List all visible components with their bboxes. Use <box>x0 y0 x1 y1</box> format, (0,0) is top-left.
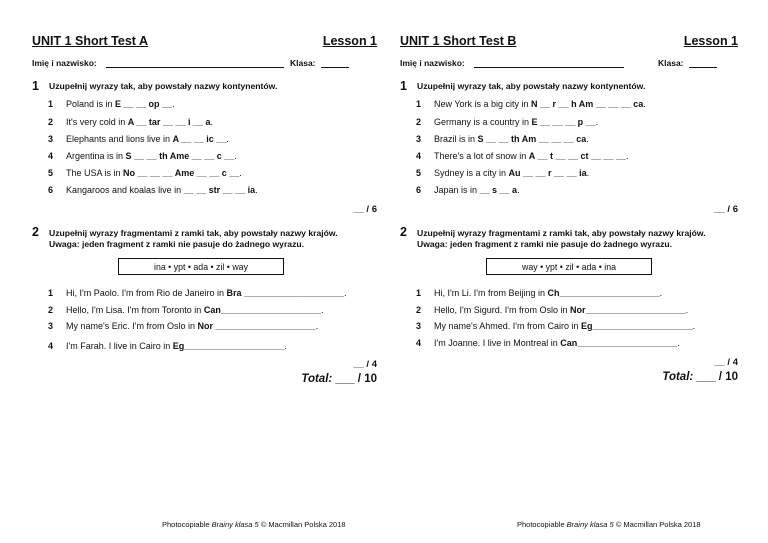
answer-gap[interactable]: No __ __ __ Ame __ __ c __ <box>123 168 240 178</box>
item-number: 6 <box>48 185 54 195</box>
exercise-score: __ / 6 <box>353 204 377 215</box>
header <box>400 34 738 50</box>
item-end: . <box>586 134 589 144</box>
item-number: 3 <box>416 321 422 331</box>
item-number: 1 <box>48 99 54 109</box>
item-number: 4 <box>48 151 54 161</box>
exercise-number: 1 <box>32 79 39 93</box>
footer-copyright: © Macmillan Polska 2018 <box>613 520 701 529</box>
answer-gap[interactable]: A __ t __ __ ct __ __ __ <box>528 151 626 161</box>
item-text: Germany is a country in <box>434 117 532 127</box>
answer-gap[interactable]: Can____________________ <box>203 305 321 315</box>
word-fragment-box: ina • ypt • ada • zil • way <box>118 258 284 275</box>
footer-text: Photocopiable <box>162 520 212 529</box>
item-text: I'm Farah. I live in Cairo in <box>66 341 173 351</box>
item-number: 3 <box>416 134 422 144</box>
item-end: . <box>315 321 319 331</box>
item-number: 4 <box>48 341 54 351</box>
item-text: Sydney is a city in <box>434 168 509 178</box>
item-number: 5 <box>416 168 422 178</box>
item-end: . <box>685 305 689 315</box>
total-score <box>301 373 377 385</box>
exercise-instruction: Uzupełnij wyrazy fragmentami z ramki tak, aby powstały nazwy krajów. <box>49 228 338 238</box>
item-text: It's very cold in <box>66 117 128 127</box>
item-number: 1 <box>416 288 422 298</box>
item-end: . <box>210 117 213 127</box>
item-number: 2 <box>416 117 422 127</box>
item-end: . <box>284 341 287 351</box>
footer <box>517 520 701 529</box>
exercise-instruction: Uzupełnij wyrazy fragmentami z ramki tak, aby powstały nazwy krajów. <box>417 228 706 238</box>
name-label: Imię i nazwisko: <box>400 58 465 68</box>
item-number: 2 <box>48 117 54 127</box>
student-info-row <box>32 58 377 70</box>
item-end: . <box>692 321 696 331</box>
item-end: . <box>643 99 646 109</box>
answer-gap[interactable]: Au __ __ r __ __ ia <box>508 168 587 178</box>
item-end: . <box>586 168 590 178</box>
word-fragment-box: way • ypt • zil • ada • ina <box>486 258 652 275</box>
item-text: Hi, I'm Paolo. I'm from Rio de Janeiro in <box>66 288 227 298</box>
item-text: I'm Joanne. I live in Montreal in <box>434 338 561 348</box>
item-text: Poland is in <box>66 99 116 109</box>
answer-gap[interactable]: Can____________________ <box>560 338 678 348</box>
item-number: 1 <box>48 288 54 298</box>
exercise-note: Uwaga: jeden fragment z ramki nie pasuje do żadnego wyrazu. <box>417 239 673 249</box>
item-text: There's a lot of snow in <box>434 151 529 161</box>
answer-gap[interactable]: Bra ____________________ <box>226 288 345 298</box>
item-text: Hello, I'm Sigurd. I'm from Oslo in <box>434 305 570 315</box>
answer-gap[interactable]: N __ r __ h Am __ __ __ ca <box>531 99 644 109</box>
item-text: Elephants and lions live in <box>66 134 173 144</box>
answer-gap[interactable]: Nor____________________ <box>569 305 686 315</box>
class-field[interactable] <box>321 67 349 68</box>
item-end: . <box>517 185 520 195</box>
item-end: . <box>677 338 680 348</box>
test-title: UNIT 1 Short Test B <box>400 34 517 48</box>
lesson-label: Lesson 1 <box>322 34 377 48</box>
item-number: 1 <box>416 99 422 109</box>
class-label: Klasa: <box>658 58 684 68</box>
exercise-number: 1 <box>400 79 407 93</box>
item-number: 6 <box>416 185 422 195</box>
item-end: . <box>226 134 229 144</box>
footer-series: Brainy klasa 5 <box>211 520 259 529</box>
name-field[interactable] <box>474 67 624 68</box>
total-value: ___ / 10 <box>696 371 738 383</box>
item-end: . <box>234 151 237 161</box>
item-text: Argentina is in <box>66 151 126 161</box>
answer-gap[interactable]: Eg____________________ <box>580 321 693 331</box>
answer-gap[interactable]: S __ __ th Ame __ __ c __ <box>125 151 235 161</box>
item-number: 4 <box>416 338 422 348</box>
exercise-note: Uwaga: jeden fragment z ramki nie pasuje do żadnego wyrazu. <box>49 239 305 249</box>
student-info-row <box>400 58 738 70</box>
exercise-score: __ / 4 <box>714 357 738 368</box>
total-label: Total: <box>301 373 333 385</box>
item-end: . <box>172 99 175 109</box>
answer-gap[interactable]: S __ __ th Am __ __ __ ca <box>477 134 587 144</box>
footer <box>162 520 346 529</box>
item-end: . <box>595 117 599 127</box>
total-value: ___ / 10 <box>335 373 377 385</box>
footer-series: Brainy klasa 5 <box>566 520 614 529</box>
item-end: . <box>255 185 258 195</box>
answer-gap[interactable]: A __ tar __ __ i __ a <box>127 117 211 127</box>
answer-gap[interactable]: E __ __ __ p __ <box>531 117 596 127</box>
item-text: New York is a big city in <box>434 99 532 109</box>
item-text: The USA is in <box>66 168 124 178</box>
short-test-b <box>400 0 738 543</box>
class-label: Klasa: <box>290 58 316 68</box>
answer-gap[interactable]: E __ __ op __ <box>115 99 173 109</box>
class-field[interactable] <box>689 67 717 68</box>
total-score <box>662 371 738 383</box>
footer-text: Photocopiable <box>517 520 567 529</box>
short-test-a <box>32 0 377 543</box>
header <box>32 34 377 50</box>
item-end: . <box>344 288 347 298</box>
item-number: 2 <box>48 305 54 315</box>
item-number: 5 <box>48 168 54 178</box>
exercise-instruction: Uzupełnij wyrazy tak, aby powstały nazwy kontynentów. <box>417 81 646 91</box>
item-number: 3 <box>48 321 54 331</box>
footer-copyright: © Macmillan Polska 2018 <box>258 520 346 529</box>
exercise-number: 2 <box>32 225 39 239</box>
answer-gap[interactable]: Eg____________________ <box>172 341 285 351</box>
exercise-score: __ / 4 <box>353 359 377 370</box>
lesson-label: Lesson 1 <box>683 34 738 48</box>
item-number: 2 <box>416 305 422 315</box>
item-text: Hi, I'm Li. I'm from Beijing in <box>434 288 548 298</box>
answer-gap[interactable]: Nor ____________________ <box>197 321 316 331</box>
name-field[interactable] <box>106 67 284 68</box>
answer-gap[interactable]: Ch____________________ <box>547 288 660 298</box>
item-text: Brazil is in <box>434 134 478 144</box>
item-end: . <box>659 288 663 298</box>
item-number: 3 <box>48 134 54 144</box>
answer-gap[interactable]: __ s __ a <box>479 185 518 195</box>
exercise-score: __ / 6 <box>714 204 738 215</box>
exercise-number: 2 <box>400 225 407 239</box>
item-end: . <box>320 305 324 315</box>
name-label: Imię i nazwisko: <box>32 58 97 68</box>
item-text: Hello, I'm Lisa. I'm from Toronto in <box>66 305 204 315</box>
test-title: UNIT 1 Short Test A <box>32 34 148 48</box>
answer-gap[interactable]: __ __ str __ __ ia <box>183 185 256 195</box>
answer-gap[interactable]: A __ __ ic __ <box>172 134 227 144</box>
item-number: 4 <box>416 151 422 161</box>
item-text: My name's Eric. I'm from Oslo in <box>66 321 198 331</box>
item-text: Kangaroos and koalas live in <box>66 185 184 195</box>
item-text: My name's Ahmed. I'm from Cairo in <box>434 321 581 331</box>
item-end: . <box>239 168 242 178</box>
exercise-instruction: Uzupełnij wyrazy tak, aby powstały nazwy kontynentów. <box>49 81 278 91</box>
item-end: . <box>626 151 629 161</box>
total-label: Total: <box>662 371 694 383</box>
item-text: Japan is in <box>434 185 480 195</box>
